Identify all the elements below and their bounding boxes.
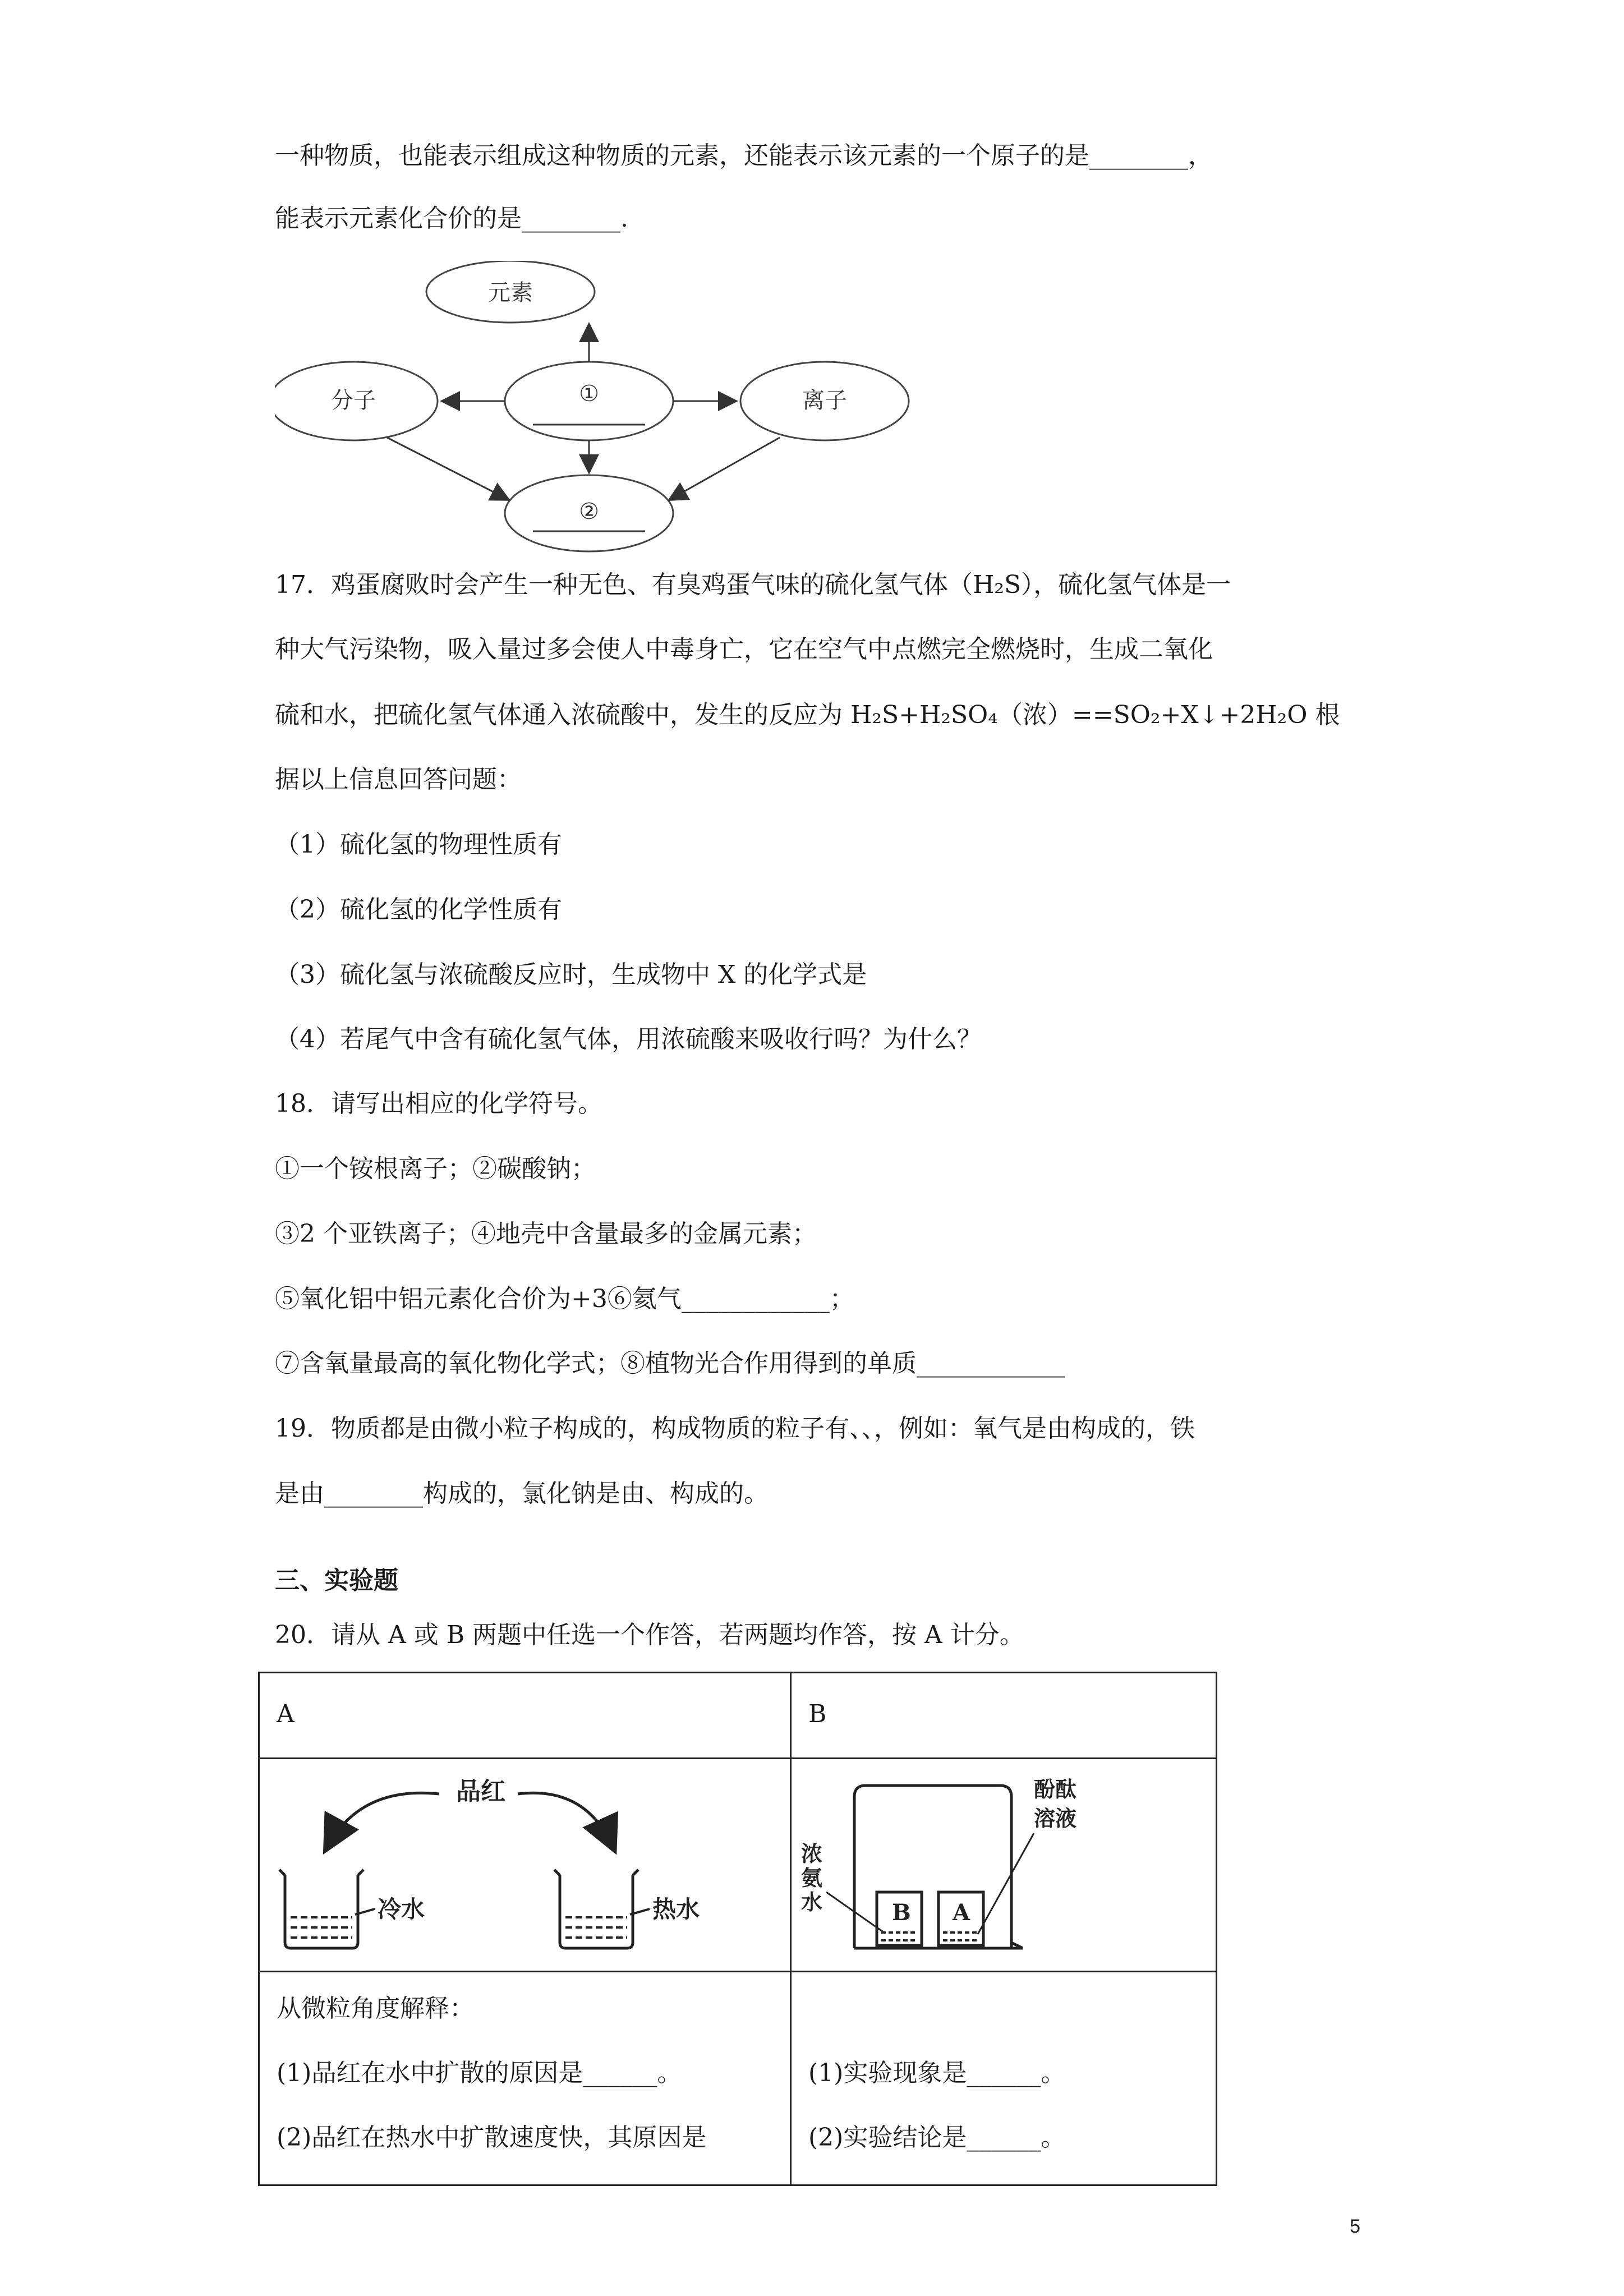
q18-line1: ①一个铵根离子；②碳酸钠； [275,1154,596,1183]
section-heading: 三、实验题 [275,1566,398,1595]
q17-sub4: （4）若尾气中含有硫化氢气体，用浓硫酸来吸收行吗？为什么？ [275,1025,982,1053]
q18-title: 18．请写出相应的化学符号。 [275,1089,602,1118]
q17-line1: 17．鸡蛋腐败时会产生一种无色、有臭鸡蛋气味的硫化氢气体（H₂S），硫化氢气体是一 [275,570,1231,599]
q20-prompt: 20．请从 A 或 B 两题中任选一个作答，若两题均作答，按 A 计分。 [275,1621,1024,1649]
q17-sub3: （3）硫化氢与浓硫酸反应时，生成物中 X 的化学式是 [275,960,867,989]
center-label: ① [579,381,599,407]
a-intro: 从微粒角度解释： [277,1994,474,2023]
q19-line1: 19．物质都是由微小粒子构成的，构成物质的粒子有、、，例如：氧气是由构成的，铁 [275,1414,1195,1443]
ammonia-label-1: 浓 [801,1842,823,1866]
arrow-molecule-to-bottom [387,438,508,499]
q17-line4: 据以上信息回答问题： [275,765,522,794]
b-question-2: (2)实验结论是______。 [808,2123,1066,2152]
q17-sub1: （1）硫化氢的物理性质有 [275,830,562,859]
experiment-table [258,1672,1217,2186]
q16-line1: 一种物质，也能表示组成这种物质的元素，还能表示该元素的一个原子的是________， [275,141,1213,170]
cold-water-label: 冷水 [378,1895,425,1923]
arrow-left-beaker [327,1793,439,1847]
molecule-label: 分子 [331,388,376,413]
element-label: 元素 [488,280,533,306]
q17-sub2: （2）硫化氢的化学性质有 [275,895,562,924]
pinkred-label: 品红 [456,1777,505,1806]
hot-beaker-lip [554,1870,638,1875]
hot-water-label: 热水 [652,1895,700,1923]
column-a-header: A [277,1700,295,1728]
figure-b-ammonia [798,1763,1213,1965]
column-b-header: B [808,1700,827,1728]
ion-label: 离子 [802,388,847,413]
q19-line2: 是由________构成的，氯化钠是由、构成的。 [275,1479,769,1508]
ammonia-label-2: 氨 [801,1866,823,1890]
q18-line4: ⑦含氧量最高的氧化物化学式；⑧植物光合作用得到的单质____________ [275,1349,1065,1378]
q18-line2: ③2 个亚铁离子；④地壳中含量最多的金属元素； [275,1220,817,1248]
page-number: 5 [1350,2216,1360,2237]
beaker-a-label: A [953,1899,970,1926]
figure-a-diffusion [271,1763,776,1965]
arrow-ion-to-bottom [670,438,780,499]
q18-line3: ⑤氧化铝中铝元素化合价为+3⑥氦气____________； [275,1285,854,1313]
solution-label: 溶液 [1034,1806,1077,1831]
bottom-label: ② [579,499,599,524]
q16-line2: 能表示元素化合价的是________. [275,204,628,233]
beaker-b-label: B [892,1899,911,1926]
cold-beaker-lip [279,1870,364,1875]
a-question-1: (1)品红在水中扩散的原因是______。 [277,2059,682,2087]
b-question-1: (1)实验现象是______。 [808,2059,1066,2087]
q17-line2: 种大气污染物，吸入量过多会使人中毒身亡，它在空气中点燃完全燃烧时，生成二氧化 [275,635,1213,664]
a-question-2: (2)品红在热水中扩散速度快，其原因是 [277,2123,707,2152]
ammonia-label-3: 水 [801,1890,823,1915]
table-column-divider [790,1673,792,2184]
arrow-right-beaker [518,1793,613,1847]
phenolphthalein-label: 酚酞 [1034,1777,1077,1802]
table-row-divider-1 [260,1757,1216,1759]
q17-line3: 硫和水，把硫化氢气体通入浓硫酸中，发生的反应为 H₂S+H₂SO₄（浓）==SO₂+X↓+2H₂O 根 [275,701,1340,729]
particle-concept-diagram [275,261,914,575]
table-row-divider-2 [260,1971,1216,1972]
